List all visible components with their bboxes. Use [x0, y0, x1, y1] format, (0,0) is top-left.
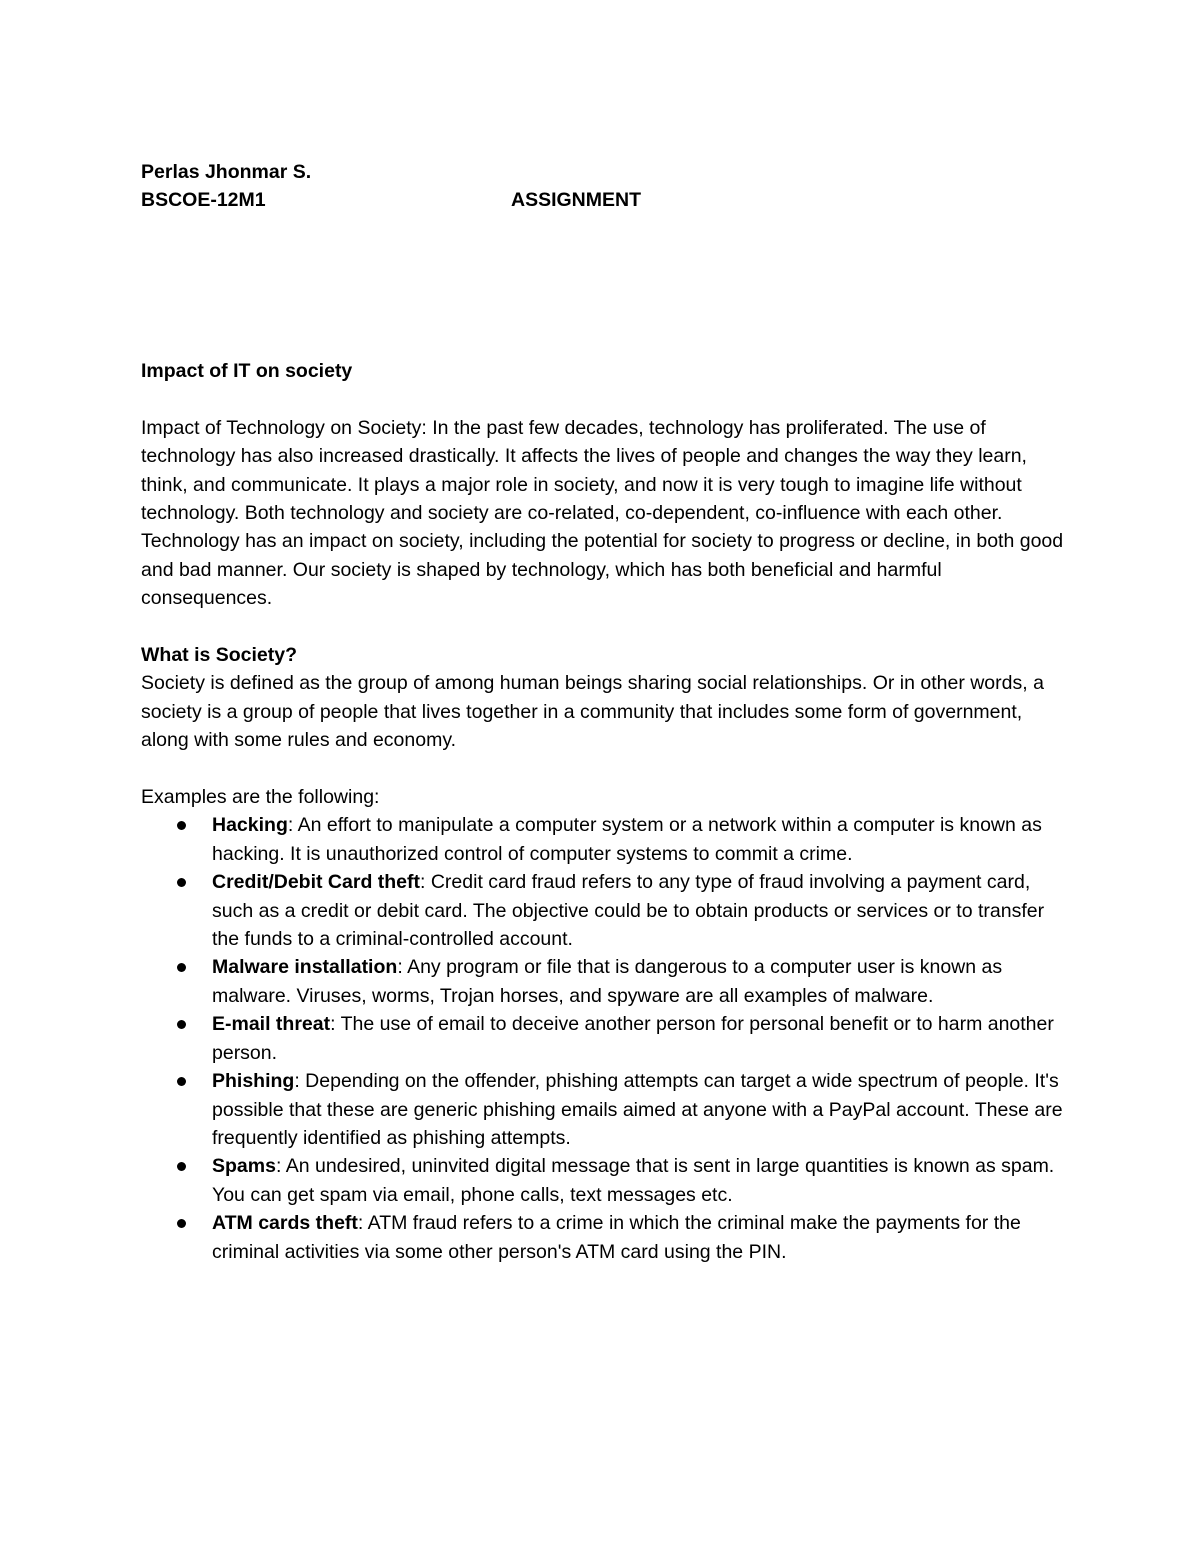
student-name: Perlas Jhonmar S.: [141, 161, 312, 183]
society-paragraph: Society is defined as the group of among human beings sharing social relationships. Or in other words, a society is a group of people that lives together in a community that includes some form of government, along with some rules and economy.: [141, 672, 1044, 752]
list-item: [212, 953, 1071, 1010]
example-text: : An undesired, uninvited digital message that is sent in large quantities is known as spam. You can get spam via email, phone calls, text messages etc.: [212, 1155, 1055, 1206]
list-item: [212, 868, 1071, 953]
impact-paragraph: Impact of Technology on Society: In the past few decades, technology has proliferated. The use of technology has also increased drastically. It affects the lives of people and changes the way they learn, think, and communicate. It plays a major role in society, and now it is very tough to imagine life without technology. Both technology and society are co-related, co-dependent, co-influence with each other. Technology has an impact on society, including the potential for society to progress or decline, in both good and bad manner. Our society is shaped by technology, which has both beneficial and harmful consequences.: [141, 416, 1064, 610]
examples-list: [141, 811, 1071, 1266]
example-term: Spams: [212, 1155, 276, 1178]
example-term: Credit/Debit Card theft: [212, 871, 421, 894]
course-code: BSCOE-12M1: [141, 189, 266, 211]
example-term: E-mail threat: [212, 1013, 331, 1036]
bullet-icon: [177, 878, 186, 887]
example-text: : Depending on the offender, phishing attempts can target a wide spectrum of people. It's possible that these are generic phishing emails aimed at anyone with a PayPal account. These are frequently identified as phishing attempts.: [212, 1070, 1063, 1149]
bullet-icon: [177, 1219, 186, 1228]
bullet-icon: [177, 1077, 186, 1086]
examples-intro: Examples are the following:: [141, 786, 380, 809]
example-term: ATM cards theft: [212, 1212, 358, 1235]
example-text: : ATM fraud refers to a crime in which the criminal make the payments for the criminal activities via some other person's ATM card using the PIN.: [212, 1212, 1021, 1263]
list-item: [212, 1067, 1071, 1152]
spacer: [141, 214, 1071, 357]
example-text: : Any program or file that is dangerous to a computer user is known as malware. Viruses, worms, Trojan horses, and spyware are all examples of malware.: [212, 956, 1003, 1007]
list-item: [212, 811, 1071, 868]
spacer: [141, 385, 1071, 413]
spacer: [141, 613, 1071, 641]
bullet-icon: [177, 821, 186, 830]
list-item: [212, 1152, 1071, 1209]
section-title-society: What is Society?: [141, 644, 298, 667]
list-item: [212, 1209, 1071, 1266]
bullet-icon: [177, 1020, 186, 1029]
example-term: Malware installation: [212, 956, 398, 979]
spacer: [141, 755, 1071, 783]
example-text: : Credit card fraud refers to any type of fraud involving a payment card, such as a credit or debit card. The objective could be to obtain products or services or to transfer the funds to a criminal-controlled account.: [212, 871, 1045, 951]
bullet-icon: [177, 1162, 186, 1171]
example-term: Hacking: [212, 814, 288, 837]
example-text: : The use of email to deceive another person for personal benefit or to harm another person.: [212, 1013, 1054, 1064]
section-title-impact: Impact of IT on society: [141, 360, 353, 382]
list-item: [212, 1010, 1071, 1067]
document-content: [141, 158, 1071, 1266]
example-text: : An effort to manipulate a computer system or a network within a computer is known as hacking. It is unauthorized control of computer systems to commit a crime.: [212, 814, 1042, 865]
example-term: Phishing: [212, 1070, 295, 1093]
bullet-icon: [177, 963, 186, 972]
header-row: [141, 186, 1071, 214]
assignment-label: ASSIGNMENT: [511, 189, 642, 211]
